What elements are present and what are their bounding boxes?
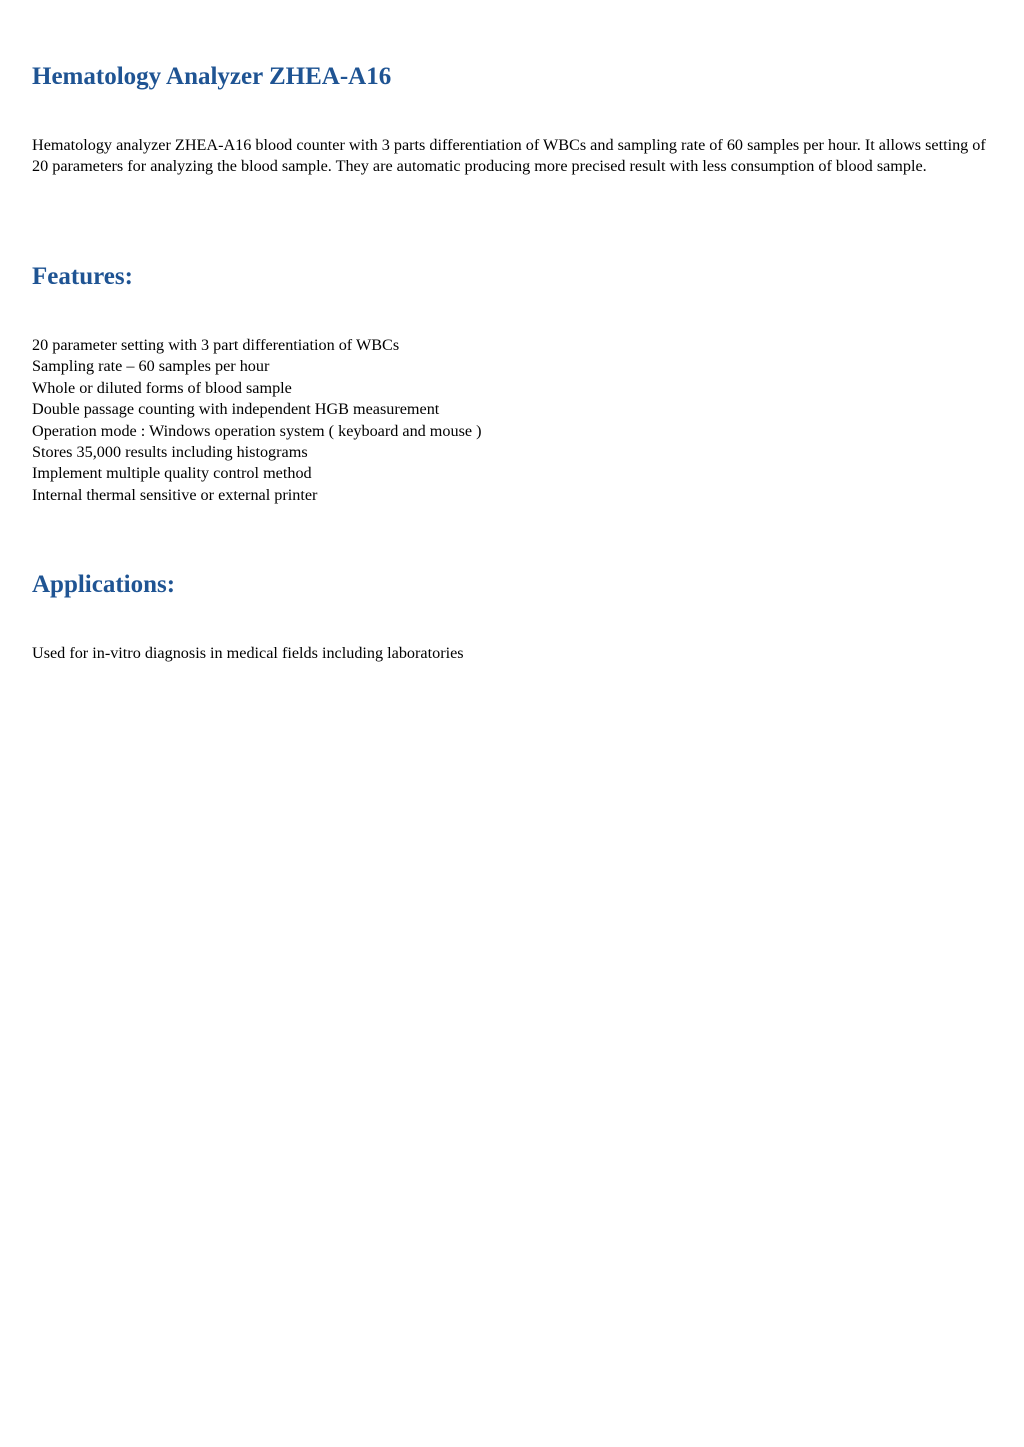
list-item: Stores 35,000 results including histograms — [32, 443, 308, 462]
list-item: Double passage counting with independent HGB measurement — [32, 400, 440, 419]
list-item: 20 parameter setting with 3 part differentiation of WBCs — [32, 336, 400, 354]
page-title: Hematology Analyzer ZHEA-A16 — [32, 63, 392, 90]
list-item: Implement multiple quality control method — [32, 464, 312, 483]
features-heading: Features: — [32, 263, 133, 290]
applications-paragraph: Used for in-vitro diagnosis in medical fields including laboratories — [32, 644, 464, 662]
list-item: Sampling rate – 60 samples per hour — [32, 357, 270, 376]
applications-heading: Applications: — [32, 571, 176, 598]
intro-paragraph: Hematology analyzer ZHEA-A16 blood counter with 3 parts differentiation of WBCs and sampling rate of 60 samples per hour. It allows setting of 20 parameters for analyzing the blood sample. They are automatic producing more precised result with less consumption of blood sample. — [32, 136, 986, 176]
list-item: Internal thermal sensitive or external printer — [32, 485, 318, 504]
list-item: Operation mode : Windows operation system ( keyboard and mouse ) — [32, 421, 482, 440]
features-list — [32, 335, 482, 506]
list-item: Whole or diluted forms of blood sample — [32, 378, 292, 397]
